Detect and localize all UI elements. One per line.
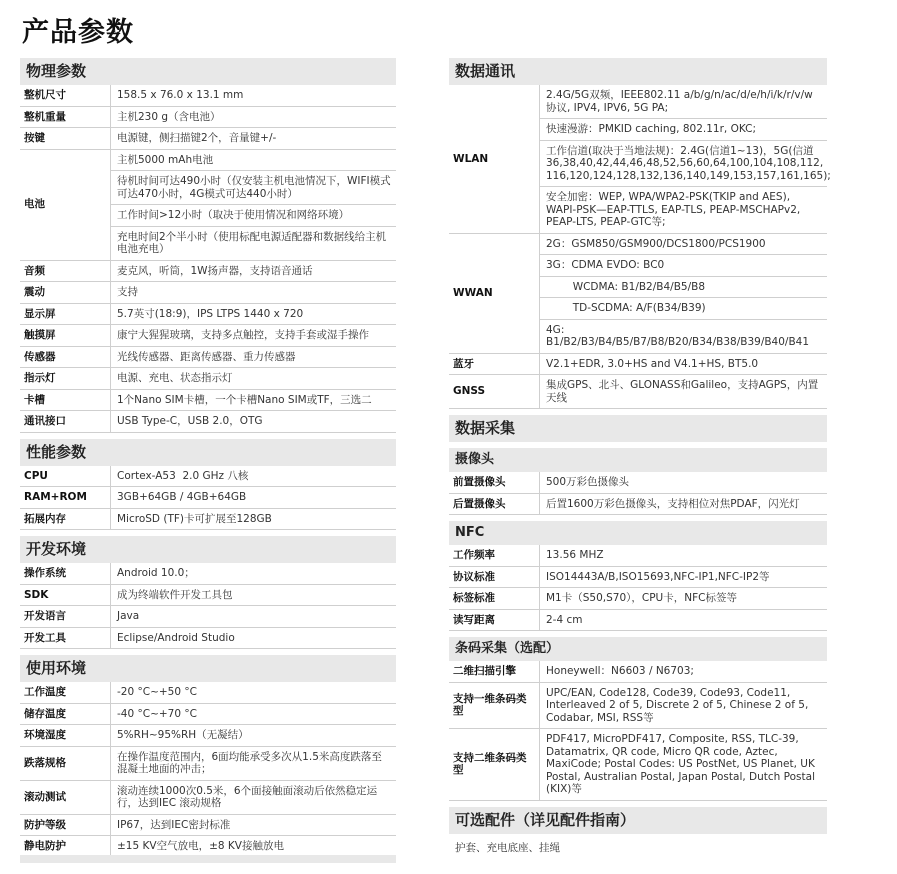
spec-row	[449, 233, 827, 255]
spec-value: 2.4G/5G双频，IEEE802.11 a/b/g/n/ac/d/e/h/i/k/r/v/w协议, IPV4, IPV6, 5G PA;	[540, 85, 828, 119]
spec-label: CPU	[20, 466, 111, 487]
spec-value: V2.1+EDR, 3.0+HS and V4.1+HS, BT5.0	[540, 353, 828, 375]
section-heading: 使用环境	[20, 655, 396, 682]
section-heading: 开发环境	[20, 536, 396, 563]
spec-row	[20, 563, 396, 584]
spec-table	[20, 466, 396, 531]
spec-label: 音频	[20, 260, 111, 282]
spec-value: UPC/EAN, Code128, Code39, Code93, Code11, Interleaved 2 of 5, Discrete 2 of 5, Chinese 2 of 5, Codabar, MSI, RSS等	[540, 682, 828, 729]
spec-label: 按键	[20, 128, 111, 150]
spec-value: 5%RH~95%RH（无凝结）	[111, 725, 397, 747]
left-column	[20, 58, 396, 858]
spec-row	[20, 282, 396, 304]
spec-value: WCDMA: B1/B2/B4/B5/B8	[540, 276, 828, 298]
spec-value: 在操作温度范围内，6面均能承受多次从1.5米高度跌落至混凝土地面的冲击；	[111, 746, 397, 780]
spec-label: 静电防护	[20, 836, 111, 858]
spec-value: Java	[111, 606, 397, 628]
spec-label: 传感器	[20, 346, 111, 368]
spec-row	[20, 836, 396, 858]
spec-label: SDK	[20, 584, 111, 606]
spec-value: Cortex-A53 2.0 GHz 八核	[111, 466, 397, 487]
spec-row	[20, 106, 396, 128]
spec-table	[449, 545, 827, 631]
spec-row	[20, 85, 396, 106]
spec-label: 电池	[20, 149, 111, 260]
spec-label: 拓展内存	[20, 508, 111, 530]
spec-row	[449, 472, 827, 493]
spec-label: 触摸屏	[20, 325, 111, 347]
spec-row	[20, 606, 396, 628]
spec-value: 500万彩色摄像头	[540, 472, 828, 493]
spec-label: 工作频率	[449, 545, 540, 566]
spec-label: 标签标准	[449, 588, 540, 610]
spec-label: 前置摄像头	[449, 472, 540, 493]
spec-value: MicroSD (TF)卡可扩展至128GB	[111, 508, 397, 530]
spec-row	[20, 703, 396, 725]
spec-value: 工作时间>12小时（取决于使用情况和网络环境）	[111, 205, 397, 227]
spec-row	[449, 588, 827, 610]
spec-row	[20, 368, 396, 390]
spec-value: PDF417, MicroPDF417, Composite, RSS, TLC-39, Datamatrix, QR code, Micro QR code, Aztec, MaxiCode; Postal Codes: US PostNet, US Planet, UK Postal, Australian Postal, Japan Postal, Dutch Postal (KIX)等	[540, 729, 828, 801]
spec-value: 光线传感器、距离传感器、重力传感器	[111, 346, 397, 368]
spec-label: 开发语言	[20, 606, 111, 628]
spec-value: ISO14443A/B,ISO15693,NFC-IP1,NFC-IP2等	[540, 566, 828, 588]
spec-row	[449, 661, 827, 682]
spec-label: WLAN	[449, 85, 540, 233]
spec-label: 卡槽	[20, 389, 111, 411]
spec-row	[449, 353, 827, 375]
spec-value: 工作信道(取决于当地法规)：2.4G(信道1~13)，5G(信道36,38,40,42,44,46,48,52,56,60,64,100,104,108,112, 116,120,124,128,132,136,140,149,153,157,161,165);	[540, 140, 828, 187]
spec-value: 电源、充电、状态指示灯	[111, 368, 397, 390]
spec-row	[449, 566, 827, 588]
spec-row	[20, 487, 396, 509]
spec-row	[20, 389, 396, 411]
spec-label: 储存温度	[20, 703, 111, 725]
spec-row	[20, 627, 396, 649]
spec-label: 防护等级	[20, 814, 111, 836]
spec-value: 2-4 cm	[540, 609, 828, 631]
spec-row	[20, 149, 396, 171]
spec-value: 4G: B1/B2/B3/B4/B5/B7/B8/B20/B34/B38/B39/B40/B41	[540, 319, 828, 353]
spec-label: 二维扫描引擎	[449, 661, 540, 682]
spec-table	[449, 661, 827, 801]
subsection-heading: NFC	[449, 521, 827, 545]
spec-label: 整机重量	[20, 106, 111, 128]
subsection-heading: 条码采集（选配）	[449, 637, 827, 661]
spec-label: GNSS	[449, 375, 540, 409]
section-heading: 性能参数	[20, 439, 396, 466]
spec-label: WWAN	[449, 233, 540, 353]
spec-label: 读写距离	[449, 609, 540, 631]
spec-row	[449, 375, 827, 409]
spec-row	[449, 545, 827, 566]
spec-label: 工作温度	[20, 682, 111, 703]
spec-row	[20, 725, 396, 747]
spec-value: 主机230 g（含电池）	[111, 106, 397, 128]
spec-label: 震动	[20, 282, 111, 304]
spec-value: 5.7英寸(18:9)，IPS LTPS 1440 x 720	[111, 303, 397, 325]
spec-value: IP67，达到IEC密封标准	[111, 814, 397, 836]
spec-value: 安全加密：WEP, WPA/WPA2-PSK(TKIP and AES), WAPI-PSK—EAP-TTLS, EAP-TLS, PEAP-MSCHAPv2, PEAP-LTS, PEAP-GTC等;	[540, 187, 828, 234]
spec-label: RAM+ROM	[20, 487, 111, 509]
spec-value: Honeywell：N6603 / N6703;	[540, 661, 828, 682]
spec-label: 通讯接口	[20, 411, 111, 433]
spec-value: Android 10.0；	[111, 563, 397, 584]
section-heading: 数据通讯	[449, 58, 827, 85]
spec-value: 13.56 MHZ	[540, 545, 828, 566]
spec-value: 主机5000 mAh电池	[111, 149, 397, 171]
section-heading: 物理参数	[20, 58, 396, 85]
spec-table	[20, 682, 396, 858]
spec-label: 支持二维条码类型	[449, 729, 540, 801]
spec-label: 整机尺寸	[20, 85, 111, 106]
spec-row	[20, 682, 396, 703]
spec-value: 滚动连续1000次0.5米，6个面接触面滚动后依然稳定运行，达到IEC 滚动规格	[111, 780, 397, 814]
spec-value: -40 °C~+70 °C	[111, 703, 397, 725]
spec-row	[20, 260, 396, 282]
spec-value: 麦克风，听筒，1W扬声器，支持语音通话	[111, 260, 397, 282]
spec-value: 电源键，侧扫描键2个，音量键+/-	[111, 128, 397, 150]
spec-value: 充电时间2个半小时（使用标配电源适配器和数据线给主机电池充电）	[111, 226, 397, 260]
spec-row	[20, 303, 396, 325]
spec-value: 待机时间可达490小时（仅安装主机电池情况下，WIFI模式可达470小时，4G模式可达440小时）	[111, 171, 397, 205]
footer-bar	[20, 855, 396, 863]
spec-row	[449, 493, 827, 515]
spec-row	[20, 325, 396, 347]
spec-label: 指示灯	[20, 368, 111, 390]
spec-row	[449, 729, 827, 801]
spec-value: ±15 KV空气放电，±8 KV接触放电	[111, 836, 397, 858]
spec-label: 环境湿度	[20, 725, 111, 747]
spec-row	[20, 746, 396, 780]
spec-value: USB Type-C，USB 2.0，OTG	[111, 411, 397, 433]
spec-row	[20, 128, 396, 150]
spec-label: 蓝牙	[449, 353, 540, 375]
subsection-heading: 摄像头	[449, 448, 827, 472]
spec-label: 支持一维条码类型	[449, 682, 540, 729]
spec-row	[449, 85, 827, 119]
spec-table	[20, 85, 396, 433]
spec-label: 滚动测试	[20, 780, 111, 814]
spec-value: M1卡（S50,S70），CPU卡，NFC标签等	[540, 588, 828, 610]
right-column	[449, 58, 831, 861]
spec-row	[20, 466, 396, 487]
spec-value: 快速漫游：PMKID caching, 802.11r, OKC;	[540, 119, 828, 141]
spec-label: 操作系统	[20, 563, 111, 584]
spec-row	[449, 682, 827, 729]
spec-value: 支持	[111, 282, 397, 304]
section-heading: 数据采集	[449, 415, 827, 442]
spec-label: 协议标准	[449, 566, 540, 588]
spec-table	[449, 85, 831, 409]
spec-row	[20, 411, 396, 433]
spec-value: -20 °C~+50 °C	[111, 682, 397, 703]
spec-row	[20, 346, 396, 368]
spec-table	[20, 563, 396, 649]
spec-value: 2G：GSM850/GSM900/DCS1800/PCS1900	[540, 233, 828, 255]
spec-table	[449, 472, 827, 515]
spec-value: 后置1600万彩色摄像头，支持相位对焦PDAF，闪光灯	[540, 493, 828, 515]
spec-row	[20, 508, 396, 530]
spec-value: 1个Nano SIM卡槽，一个卡槽Nano SIM或TF，三选二	[111, 389, 397, 411]
spec-value: Eclipse/Android Studio	[111, 627, 397, 649]
spec-value: 集成GPS、北斗、GLONASS和Galileo，支持AGPS，内置天线	[540, 375, 828, 409]
spec-value: 3G：CDMA EVDO: BC0	[540, 255, 828, 277]
spec-value: 3GB+64GB / 4GB+64GB	[111, 487, 397, 509]
spec-value: 158.5 x 76.0 x 13.1 mm	[111, 85, 397, 106]
spec-value: 康宁大猩猩玻璃，支持多点触控，支持手套或湿手操作	[111, 325, 397, 347]
spec-row	[20, 814, 396, 836]
spec-value: 成为终端软件开发工具包	[111, 584, 397, 606]
accessories-text: 护套、充电底座、挂绳	[455, 841, 560, 854]
spec-value: TD-SCDMA: A/F(B34/B39)	[540, 298, 828, 320]
spec-label: 后置摄像头	[449, 493, 540, 515]
spec-label: 显示屏	[20, 303, 111, 325]
spec-label: 跌落规格	[20, 746, 111, 780]
section-heading: 可选配件（详见配件指南）	[449, 807, 827, 834]
spec-row	[20, 780, 396, 814]
page-title: 产品参数	[22, 17, 134, 48]
spec-row	[20, 584, 396, 606]
spec-row	[449, 609, 827, 631]
spec-label: 开发工具	[20, 627, 111, 649]
